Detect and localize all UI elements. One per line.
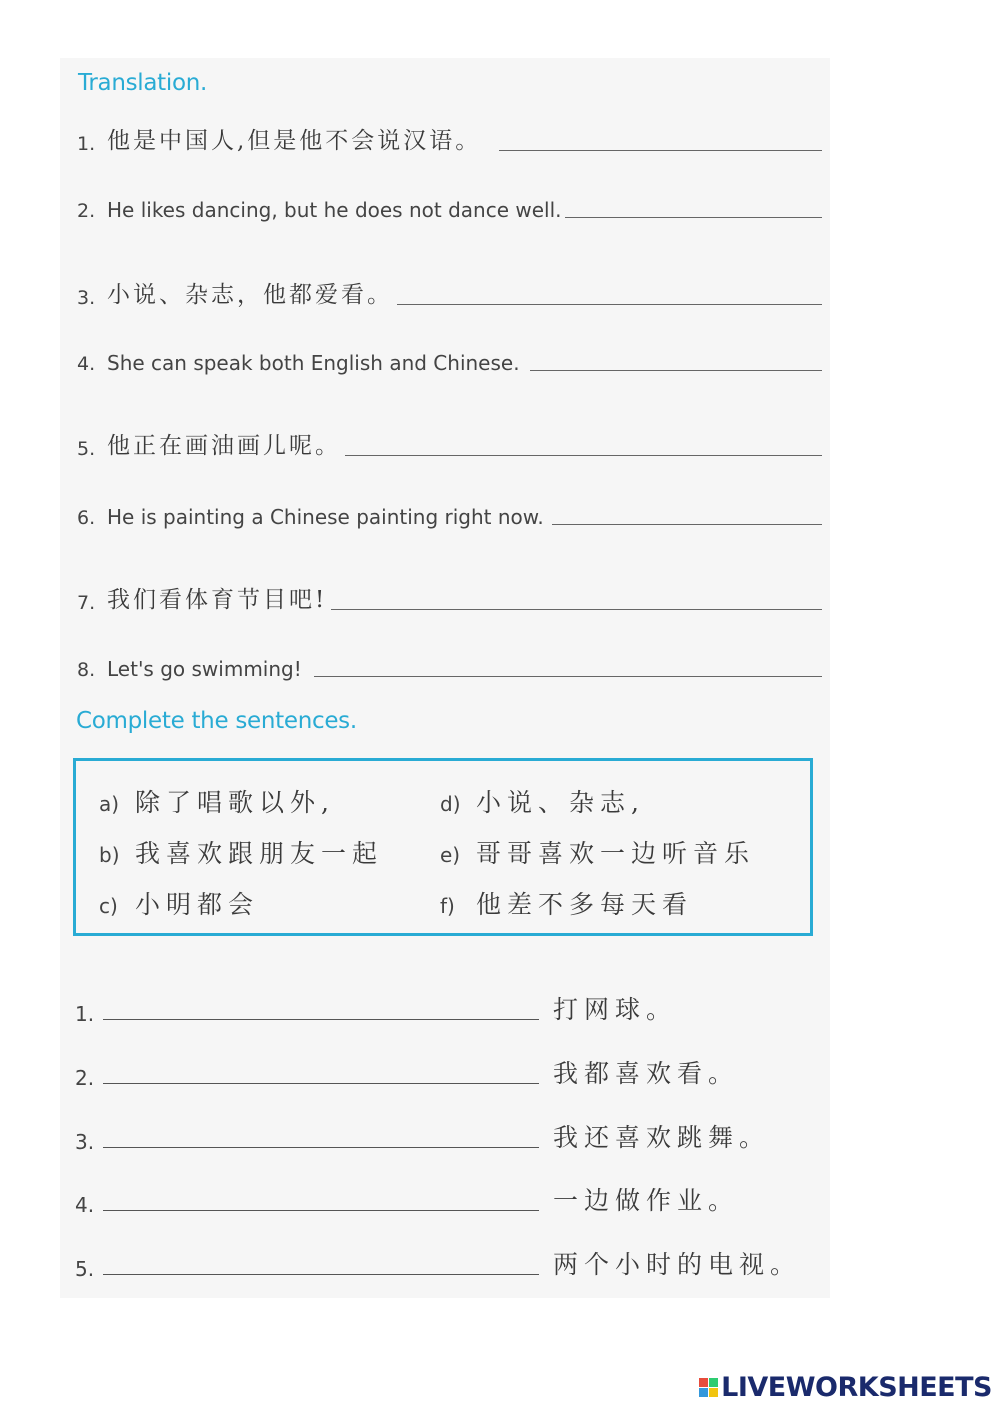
item-number: 2. xyxy=(77,200,96,222)
item-number: 7. xyxy=(77,592,96,614)
sentence-ending: 我还喜欢跳舞。 xyxy=(553,1123,771,1152)
complete-heading: Complete the sentences. xyxy=(76,708,357,734)
option-label: b) xyxy=(99,843,120,867)
translation-item-5 xyxy=(77,427,822,460)
answer-line[interactable] xyxy=(103,1210,539,1211)
answer-line[interactable] xyxy=(314,675,822,677)
option-e xyxy=(440,834,755,870)
option-text: 小说、杂志, xyxy=(476,788,645,817)
option-text: 哥哥喜欢一边听音乐 xyxy=(476,839,756,868)
logo-square xyxy=(709,1388,718,1397)
item-text: 小说、杂志，他都爱看。 xyxy=(107,282,393,308)
word-bank-box xyxy=(73,758,813,936)
item-number: 5. xyxy=(77,438,96,460)
answer-line[interactable] xyxy=(331,608,822,610)
option-text: 我喜欢跟朋友一起 xyxy=(135,839,384,868)
sentence-ending: 我都喜欢看。 xyxy=(553,1059,740,1088)
answer-line[interactable] xyxy=(103,1147,539,1148)
item-text: Let's go swimming! xyxy=(107,657,302,681)
answer-line[interactable] xyxy=(530,369,822,371)
item-text: She can speak both English and Chinese. xyxy=(107,351,520,375)
answer-line[interactable] xyxy=(565,216,822,218)
option-text: 他差不多每天看 xyxy=(476,890,694,919)
sentence-number: 2. xyxy=(75,1066,95,1090)
translation-heading: Translation. xyxy=(78,70,208,96)
sentence-number: 3. xyxy=(75,1130,95,1154)
option-label: f) xyxy=(440,894,455,918)
option-label: c) xyxy=(99,894,118,918)
answer-line[interactable] xyxy=(397,303,822,305)
sentence-3 xyxy=(75,1118,820,1154)
sentence-number: 1. xyxy=(75,1002,95,1026)
item-text: 我们看体育节目吧! xyxy=(107,587,328,613)
brand-name: LIVEWORKSHEETS xyxy=(721,1372,992,1403)
item-number: 4. xyxy=(77,353,96,375)
logo-square xyxy=(709,1378,718,1387)
option-label: d) xyxy=(440,792,461,816)
item-number: 3. xyxy=(77,287,96,309)
sentence-number: 5. xyxy=(75,1257,95,1281)
answer-line[interactable] xyxy=(103,1083,539,1084)
option-c xyxy=(99,885,259,921)
option-f xyxy=(440,885,693,921)
item-text: 他是中国人,但是他不会说汉语。 xyxy=(107,128,482,154)
sentence-ending: 打网球。 xyxy=(553,995,678,1024)
item-text: He likes dancing, but he does not dance well. xyxy=(107,198,562,222)
option-text: 小明都会 xyxy=(135,890,260,919)
translation-item-8 xyxy=(77,657,822,681)
translation-item-2 xyxy=(77,198,822,222)
item-text: 他正在画油画儿呢。 xyxy=(107,433,341,459)
translation-item-7 xyxy=(77,581,822,614)
sentence-1 xyxy=(75,990,820,1026)
answer-line[interactable] xyxy=(552,523,822,525)
sentence-ending: 两个小时的电视。 xyxy=(553,1250,802,1279)
option-a xyxy=(99,783,335,819)
sentence-2 xyxy=(75,1054,820,1090)
translation-item-4 xyxy=(77,351,822,375)
translation-item-1 xyxy=(77,122,822,155)
answer-line[interactable] xyxy=(345,454,822,456)
translation-item-6 xyxy=(77,505,822,529)
sentence-5 xyxy=(75,1245,820,1281)
item-number: 6. xyxy=(77,507,96,529)
item-number: 8. xyxy=(77,659,96,681)
sentence-ending: 一边做作业。 xyxy=(553,1186,740,1215)
item-number: 1. xyxy=(77,133,96,155)
item-text: He is painting a Chinese painting right now. xyxy=(107,505,544,529)
logo-square xyxy=(699,1378,708,1387)
sentence-number: 4. xyxy=(75,1193,95,1217)
option-label: e) xyxy=(440,843,461,867)
answer-line[interactable] xyxy=(499,149,822,151)
liveworksheets-logo xyxy=(699,1372,992,1403)
answer-line[interactable] xyxy=(103,1274,539,1275)
option-text: 除了唱歌以外, xyxy=(135,788,335,817)
option-d xyxy=(440,783,645,819)
sentence-4 xyxy=(75,1181,820,1217)
answer-line[interactable] xyxy=(103,1019,539,1020)
logo-icon xyxy=(699,1378,718,1397)
option-label: a) xyxy=(99,792,120,816)
translation-item-3 xyxy=(77,276,822,309)
logo-square xyxy=(699,1388,708,1397)
option-b xyxy=(99,834,383,870)
